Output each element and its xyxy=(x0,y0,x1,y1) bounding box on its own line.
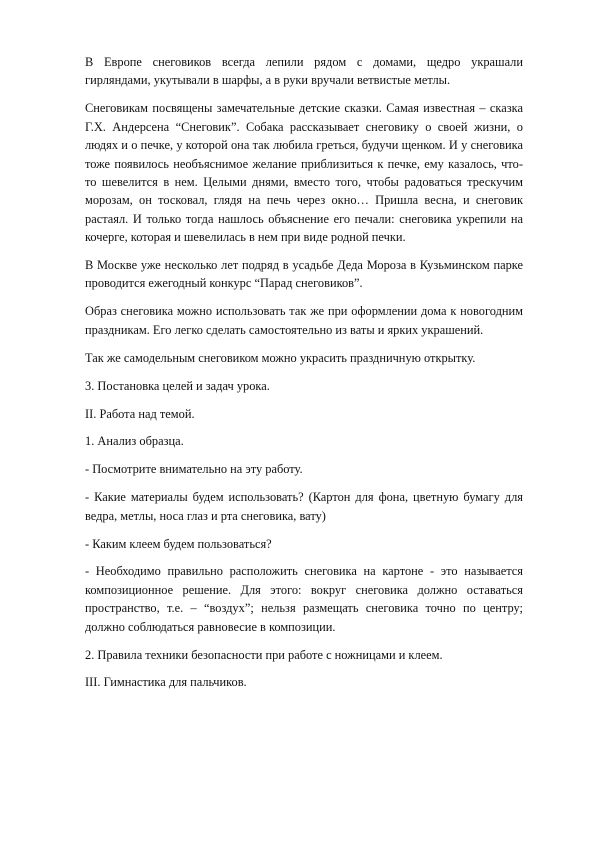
section-finger-gymnastics: III. Гимнастика для пальчиков. xyxy=(85,675,247,690)
paragraph-andersen-tale: Снеговикам посвящены замечательные детские сказки. Самая известная – сказка Г.Х. Андерсена “Снеговик”. Собака рассказывает снеговику о своей жизни, о людях и о печке, у которой она так любила греться, будучи щенком. И у снеговика тоже появилось необъяснимое желание приблизиться к печке, ему казалось, что-то шевелится в нем. Целыми днями, вместо того, чтобы радоваться трескучим морозам, он тосковал, глядя на печь через окно… Пришла весна, и снеговик растаял. И только тогда нашлось объяснение его печали: снеговика укрепили на кочерге, которая и шевелилась в нем при виде родной печки. xyxy=(85,101,523,245)
paragraph-snowmen-europe: В Европе снеговиков всегда лепили рядом с домами, щедро украшали гирляндами, укутывали в шарфы, а в руки вручали ветвистые метлы. xyxy=(85,55,523,88)
section-goals: 3. Постановка целей и задач урока. xyxy=(85,378,270,393)
document-page xyxy=(85,53,523,701)
dialog-look-at-work: - Посмотрите внимательно на эту работу. xyxy=(85,462,303,477)
section-work-on-topic: II. Работа над темой. xyxy=(85,406,195,421)
dialog-materials: - Какие материалы будем использовать? (Картон для фона, цветную бумагу для ведра, метлы, носа глаз и рта снеговика, вату) xyxy=(85,490,523,523)
section-safety-rules: 2. Правила техники безопасности при работе с ножницами и клеем. xyxy=(85,647,443,662)
paragraph-home-decoration: Образ снеговика можно использовать так же при оформлении дома к новогодним праздникам. Его легко сделать самостоятельно из ваты и ярких украшений. xyxy=(85,304,523,337)
dialog-composition: - Необходимо правильно расположить снеговика на картоне - это называется композиционное решение. Для этого: вокруг снеговика должно оставаться пространство, т.е. – “воздух”; нельзя размещать снеговика точно по центру; должно соблюдаться равновесие в композиции. xyxy=(85,564,523,634)
section-sample-analysis: 1. Анализ образца. xyxy=(85,434,184,449)
dialog-glue: - Каким клеем будем пользоваться? xyxy=(85,536,272,551)
paragraph-moscow-parade: В Москве уже несколько лет подряд в усадьбе Деда Мороза в Кузьминском парке проводится ежегодный конкурс “Парад снеговиков”. xyxy=(85,258,523,291)
paragraph-postcard: Так же самодельным снеговиком можно украсить праздничную открытку. xyxy=(85,350,476,365)
